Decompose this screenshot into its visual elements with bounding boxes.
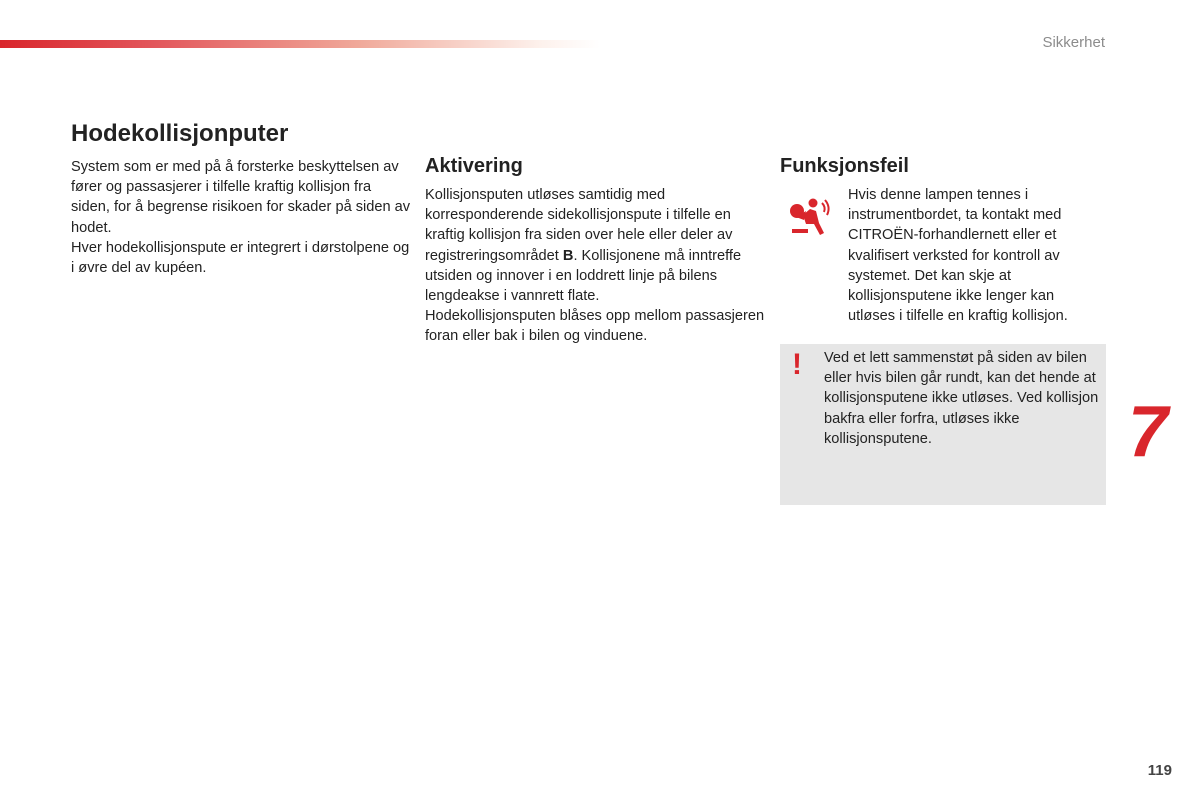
activation-text-end: . Kollisjonene må inntreffe utsiden og innover i en loddrett linje på bilens lengdeakse i vannrett flate. xyxy=(425,247,742,305)
intro-text xyxy=(71,157,411,278)
page-title: Hodekollisjonputer xyxy=(71,120,289,147)
activation-paragraph-2: Hodekollisjonsputen blåses opp mellom passasjeren foran eller bak i bilen og vinduene. xyxy=(425,308,765,345)
malfunction-heading: Funksjonsfeil xyxy=(780,155,909,177)
activation-heading: Aktivering xyxy=(425,155,523,177)
activation-paragraph-1 xyxy=(425,185,765,306)
chapter-number: 7 xyxy=(1128,392,1169,472)
malfunction-text: Hvis denne lampen tennes i instrumentbordet, ta kontakt med CITROËN-forhandlernett eller et kvalifisert verksted for kontroll av systemet. Det kan skje at kollisjonsputene ikke lenger kan utløses i tilfelle en kraftig kollisjon. xyxy=(848,187,1068,325)
intro-paragraph-2: Hver hodekollisjonspute er integrert i dørstolpene og i øvre del av kupéen. xyxy=(71,239,410,277)
zone-label: B xyxy=(562,247,574,264)
page-number: 119 xyxy=(1147,762,1172,779)
header-accent-bar xyxy=(0,40,600,48)
warning-icon: ! xyxy=(792,348,802,381)
airbag-warning-icon xyxy=(786,193,834,241)
section-title: Sikkerhet xyxy=(1042,34,1105,51)
activation-text xyxy=(425,185,765,347)
intro-paragraph-1: System som er med på å forsterke beskyttelsen av fører og passasjerer i tilfelle kraftig kollisjon fra siden, for å begrense risikoen for skader på siden av hodet. xyxy=(71,159,411,236)
warning-text: Ved et lett sammenstøt på siden av bilen eller hvis bilen går rundt, kan det hende at kollisjonsputene ikke utløses. Ved kollisjon bakfra eller forfra, utløses ikke kollisjonsputene. xyxy=(824,350,1099,447)
activation-text-start: Kollisjonsputen utløses samtidig med korresponderende sidekollisjonspute i tilfelle en kraftig kollisjon fra siden over hele eller deler av registreringsområdet xyxy=(425,187,733,264)
